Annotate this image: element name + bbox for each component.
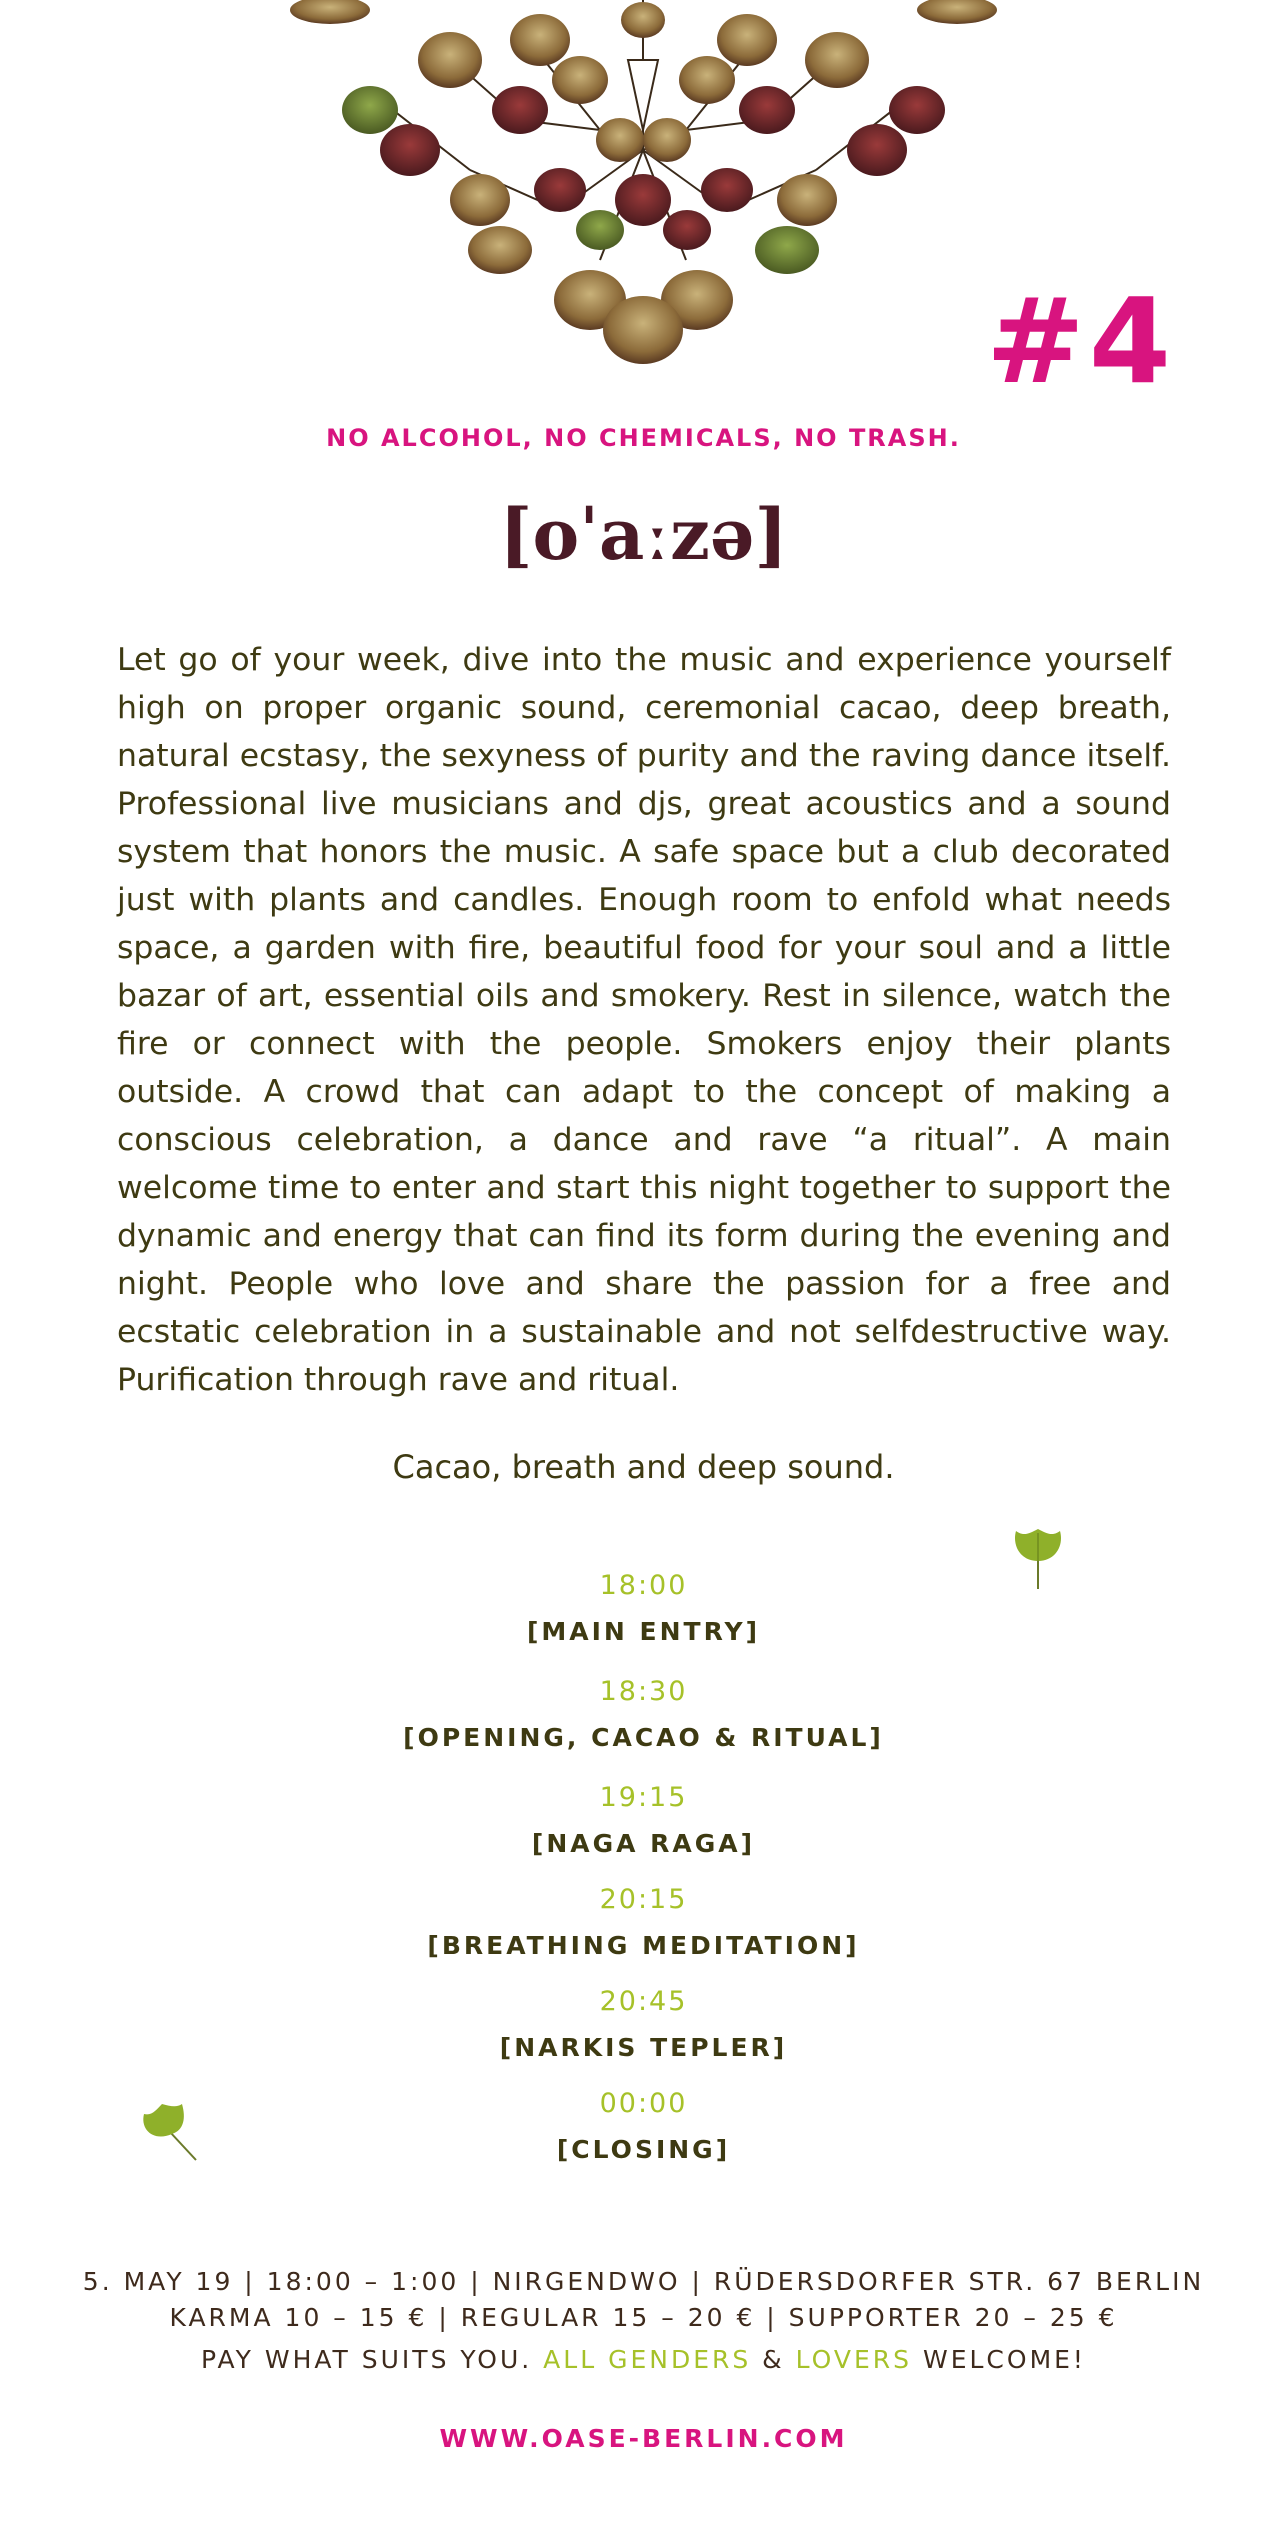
slogan: NO ALCOHOL, NO CHEMICALS, NO TRASH. (326, 424, 961, 452)
schedule-item (0, 1560, 1287, 1652)
welcome-line (0, 2342, 1287, 2378)
schedule-time: 20:15 (599, 1884, 688, 1915)
intro-paragraph: Let go of your week, dive into the music and experience yourself high on proper organic sound, ceremonial cacao, deep breath, natural ecstasy, the sexyness of purity and the raving dance itself. Professional live musicians and djs, great acoustics and a sound system that honors the music. A safe space but a club decorated just with plants and candles. Enough room to enfold what needs space, a garden with fire, beautiful food for your soul and a little bazar of art, essential oils and smokery. Rest in silence, watch the fire or connect with the people. Smokers enjoy their plants outside. A crowd that can adapt to the concept of making a conscious celebration, a dance and rave “a ritual”. A main welcome time to enter and start this night together to support the dynamic and energy that can find its form during the evening and night. People who love and share the passion for a free and ecstatic celebration in a sustainable and not selfdestructive way. Purification through rave and ritual. (117, 642, 1171, 1398)
schedule-time: 00:00 (599, 2088, 688, 2119)
schedule-label: [OPENING, CACAO & RITUAL] (403, 1723, 884, 1752)
schedule-item (0, 1772, 1287, 1864)
schedule-time: 19:15 (599, 1782, 688, 1813)
schedule-item (0, 1976, 1287, 2068)
schedule-label: [CLOSING] (556, 2135, 731, 2164)
schedule-label: [NAGA RAGA] (531, 1829, 756, 1858)
schedule (0, 1560, 1287, 2170)
event-pricing: KARMA 10 – 15 € | REGULAR 15 – 20 € | SUPPORTER 20 – 25 € (169, 2303, 1118, 2332)
schedule-time: 20:45 (599, 1986, 688, 2017)
schedule-item (0, 1874, 1287, 1966)
website-link[interactable]: WWW.OASE-BERLIN.COM (439, 2424, 848, 2453)
schedule-item (0, 1666, 1287, 1758)
schedule-time: 18:00 (599, 1570, 688, 1601)
tagline: Cacao, breath and deep sound. (392, 1448, 895, 1486)
schedule-label: [MAIN ENTRY] (526, 1617, 761, 1646)
schedule-label: [BREATHING MEDITATION] (427, 1931, 860, 1960)
all-genders-highlight: ALL GENDERS (543, 2345, 752, 2374)
schedule-item (0, 2078, 1287, 2170)
welcome-text-end: WELCOME! (912, 2345, 1086, 2374)
welcome-text-start: PAY WHAT SUITS YOU. (201, 2345, 544, 2374)
schedule-time: 18:30 (599, 1676, 688, 1707)
schedule-label: [NARKIS TEPLER] (499, 2033, 788, 2062)
welcome-ampersand: & (751, 2345, 796, 2374)
event-date-location: 5. MAY 19 | 18:00 – 1:00 | NIRGENDWO | RÜDERSDORFER STR. 67 BERLIN (82, 2267, 1205, 2296)
issue-number: #4 (986, 272, 1175, 410)
event-details (0, 2264, 1287, 2378)
lovers-highlight: LOVERS (795, 2345, 913, 2374)
phonetic-title: [oˈaːzə] (499, 493, 788, 576)
